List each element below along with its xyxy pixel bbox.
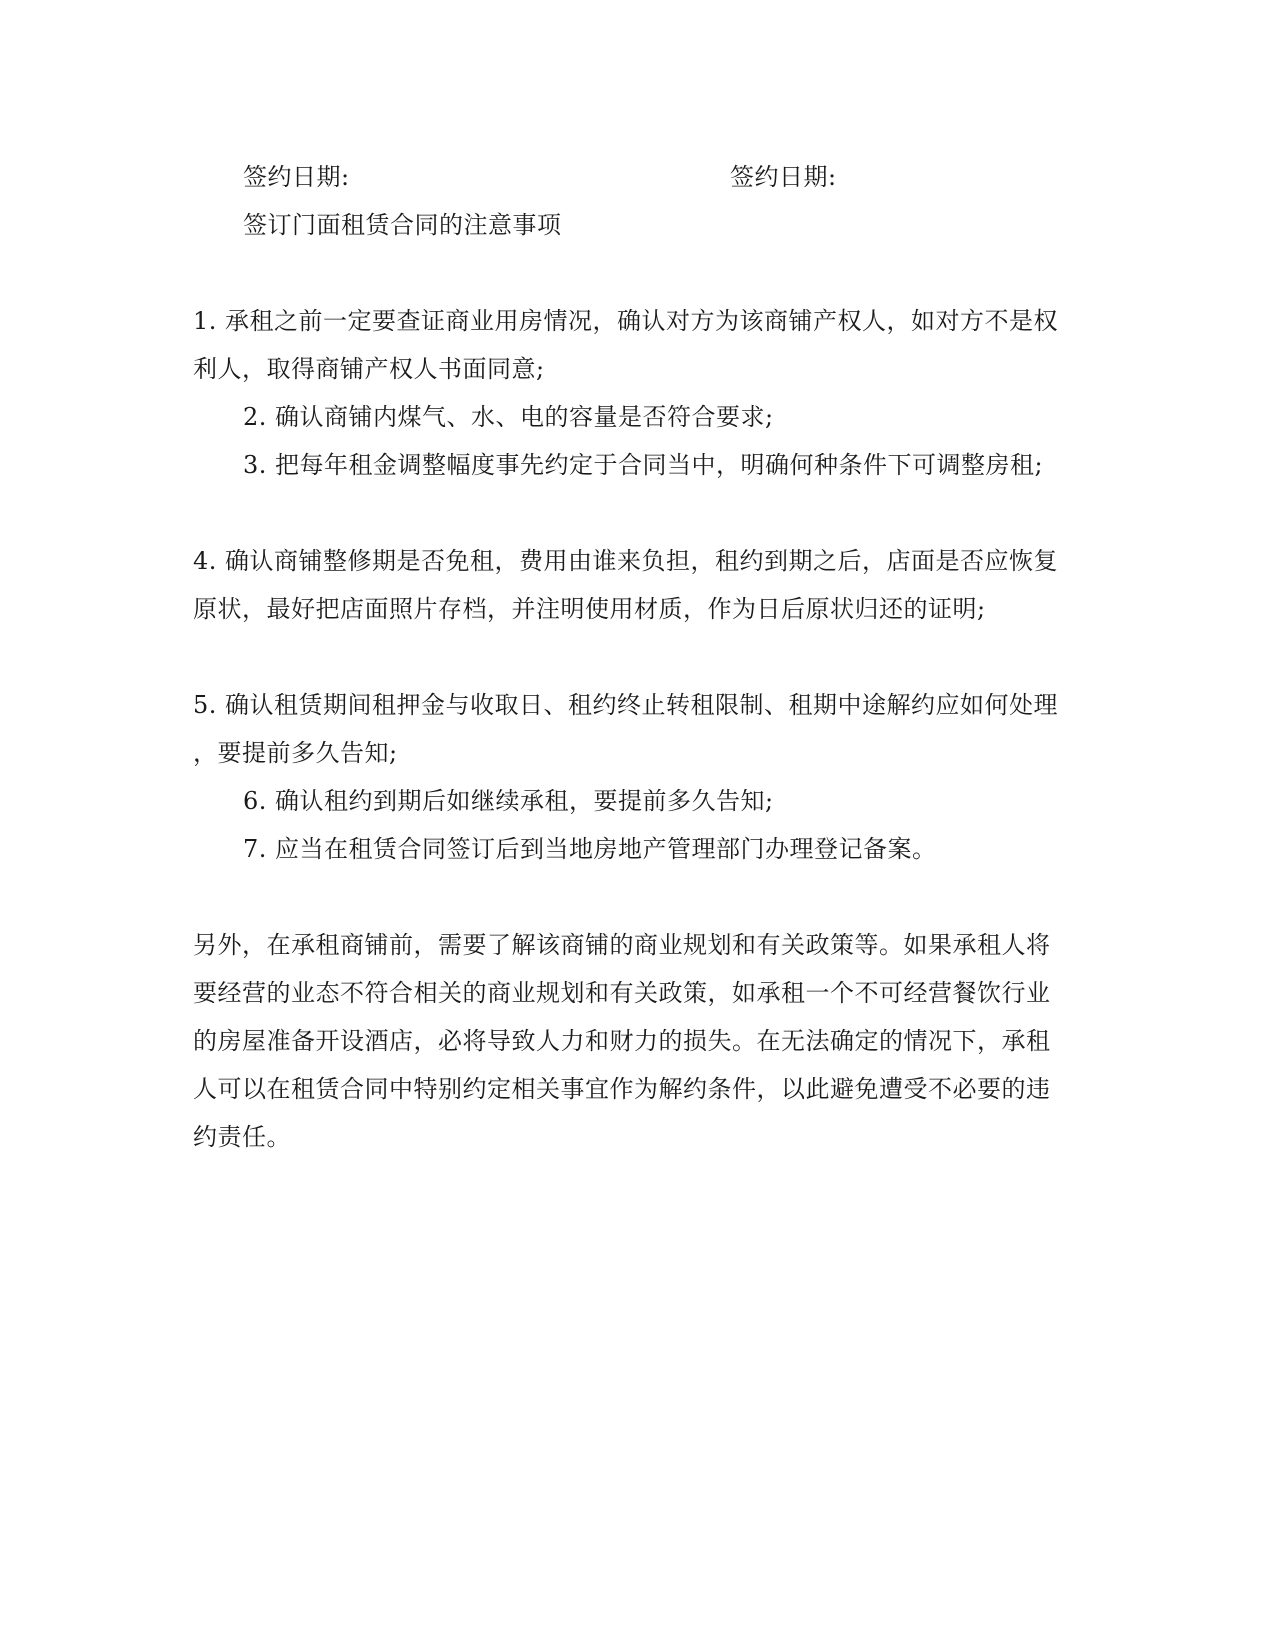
item-5-line-1: 5. 确认租赁期间租押金与收取日、租约终止转租限制、租期中途解约应如何处理 bbox=[193, 691, 1059, 719]
item-2-line-1: 2. 确认商铺内煤气、水、电的容量是否符合要求; bbox=[243, 403, 774, 431]
item-5-line-2: ，要提前多久告知; bbox=[193, 739, 398, 767]
closing-line-2: 要经营的业态不符合相关的商业规划和有关政策，如承租一个不可经营餐饮行业 bbox=[193, 979, 1051, 1007]
document-heading: 签订门面租赁合同的注意事项 bbox=[243, 211, 562, 239]
closing-line-3: 的房屋准备开设酒店，必将导致人力和财力的损失。在无法确定的情况下，承租 bbox=[193, 1027, 1051, 1055]
closing-line-4: 人可以在租赁合同中特别约定相关事宜作为解约条件，以此避免遭受不必要的违 bbox=[193, 1075, 1051, 1103]
item-6-line-1: 6. 确认租约到期后如继续承租，要提前多久告知; bbox=[243, 787, 774, 815]
signature-date-label-left: 签约日期: bbox=[243, 163, 350, 191]
closing-line-5: 约责任。 bbox=[193, 1123, 291, 1151]
item-1-line-2: 利人，取得商铺产权人书面同意; bbox=[193, 355, 545, 383]
item-1-line-1: 1. 承租之前一定要查证商业用房情况，确认对方为该商铺产权人，如对方不是权 bbox=[193, 307, 1059, 335]
closing-line-1: 另外，在承租商铺前，需要了解该商铺的商业规划和有关政策等。如果承租人将 bbox=[193, 931, 1051, 959]
item-3-line-1: 3. 把每年租金调整幅度事先约定于合同当中，明确何种条件下可调整房租; bbox=[243, 451, 1044, 479]
signature-date-label-right: 签约日期: bbox=[730, 163, 837, 191]
signature-date-row bbox=[243, 162, 837, 192]
item-4-line-1: 4. 确认商铺整修期是否免租，费用由谁来负担，租约到期之后，店面是否应恢复 bbox=[193, 547, 1059, 575]
item-7-line-1: 7. 应当在租赁合同签订后到当地房地产管理部门办理登记备案。 bbox=[243, 835, 937, 863]
item-4-line-2: 原状，最好把店面照片存档，并注明使用材质，作为日后原状归还的证明; bbox=[193, 595, 986, 623]
